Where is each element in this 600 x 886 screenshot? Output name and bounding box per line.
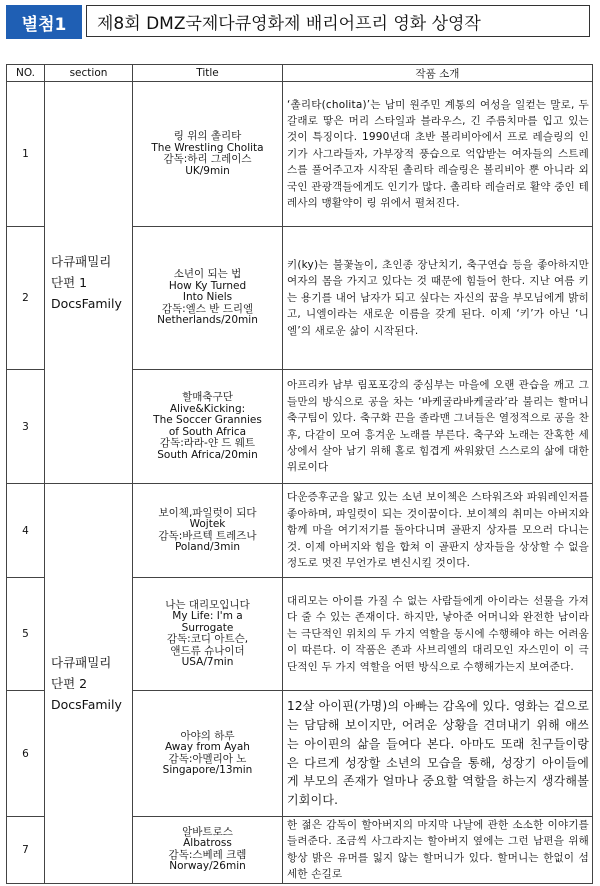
table-header-row [7,65,593,82]
title-line: The Soccer Grannies [153,414,262,426]
title-line: 감독:바르텍 트레즈나 [158,529,257,542]
film-title-cell [133,691,283,817]
section-line: 단편 1 [51,275,88,290]
title-line: 알바트로스 [182,825,233,838]
film-title-cell [133,578,283,691]
row-number: 3 [7,370,45,484]
section-line: DocsFamily [51,296,122,311]
film-description: 한 젊은 감독이 할아버지의 마지막 나날에 관한 소소한 이야기를 들려준다. 조금씩 사그라지는 할아버지 옆에는 그런 남편을 위해 항상 밝은 유머를 잃지 않는 할머니가 있다. 할머니는 한없이 섬세한 손길로 [283,817,593,884]
title-line: 앤드류 슈나이더 [170,644,245,657]
header-description: 작품 소개 [283,65,593,82]
title-line: Albatross [183,837,232,850]
section-cell [45,484,133,884]
film-description: 키(ky)는 불꽃놀이, 초인종 장난치기, 축구연습 등을 좋아하지만 여자의 몸을 가지고 있다는 것 때문에 힘들어 한다. 지난 여름 키는 용기를 내어 남자가 되고 싶다는 자신의 꿈을 부모님에게 밝히고, 니엘이라는 새로운 이름을 갖게 된다. 이제 ‘키’가 아닌 ‘니엘’의 새로운 삶이 시작된다. [283,227,593,370]
title-line: How Ky Turned [168,279,247,292]
film-title-cell [133,370,283,484]
film-title-cell [133,484,283,578]
table-row [7,82,593,227]
title-line: My Life: I'm a [172,610,243,622]
row-number: 4 [7,484,45,578]
table-row [7,484,593,578]
title-line: Norway/26min [169,860,246,873]
title-line: 나는 대리모입니다 [165,598,250,611]
title-line: The Wrestling Cholita [151,141,264,154]
row-number: 2 [7,227,45,370]
title-line: Wojtek [189,518,226,530]
title-line: Away from Ayah [165,741,250,753]
film-description: 아프리카 남부 림포포강의 중심부는 마을에 오랜 관습을 깨고 그들만의 방식으로 공을 차는 ‘바케굴라바케굴라’라 불리는 할머니 축구팀이 있다. 축구화 끈을 졸라맨 그녀들은 열정적으로 공을 찬 후, 다같이 모여 흥겨운 노래를 부른다. 축구와 노래는 잔혹한 세상에서 살아 남기 위해 홀로 힘겹게 싸워왔던 스스로의 삶에 대한 위로이다 [283,370,593,484]
title-line: Alive&Kicking: [169,402,246,415]
title-line: South Africa/20min [157,448,258,461]
document-title: 제8회 DMZ국제다큐영화제 배리어프리 영화 상영작 [86,5,590,37]
title-line: 할매축구단 [182,391,233,403]
film-description: 대리모는 아이를 가질 수 없는 사람들에게 아이라는 선물을 가져다 줄 수 있는 존재이다. 하지만, 낳아준 어머니와 완전한 남이라는 극단적인 위치의 두 가지 역할을 동시에 수행해야 하는 어려움이 따른다. 이 작품은 존과 사브리엘의 대리모인 자스민이 이 극단적인 두 가지 역할을 어떤 방식으로 수행해가는지 보여준다. [283,578,593,691]
title-line: Singapore/13min [162,764,253,776]
section-line: 다큐패밀리 [51,654,112,670]
row-number: 5 [7,578,45,691]
title-line: of South Africa [168,425,247,438]
title-line: 감독:아멜리아 노 [168,752,247,765]
film-title-cell [133,82,283,227]
title-line: 감독:엘스 반 드리엘 [161,302,254,315]
title-line: UK/9min [185,164,230,177]
section-cell [45,82,133,484]
film-description: 다운증후군을 앓고 있는 소년 보이첵은 스타워즈와 파워레인저를 좋아하며, 파일럿이 되는 것이꿈이다. 보이첵의 취미는 아버지와 함께 마을 여기저기를 돌아다니며 골판지 상자를 모으러 다니는 것. 이제 아버지와 힘을 합쳐 이 골판지 상자들을 상상할 수 없을 정도로 멋진 무언가로 변신시킬 것이다. [283,484,593,578]
film-title-cell [133,817,283,884]
title-line: Poland/3min [174,541,241,553]
row-number: 6 [7,691,45,817]
film-title-cell [133,227,283,370]
header-no: NO. [7,65,45,82]
page-header [6,5,592,39]
title-line: Netherlands/20min [157,314,258,327]
title-line: 감독:하리 그레이스 [163,153,252,165]
header-section: section [45,65,133,82]
title-line: 소년이 되는 법 [173,268,242,281]
title-line: 감독:스베레 크렘 [168,848,247,861]
title-line: Into Niels [182,291,233,304]
title-line: 감독:코디 아트슨, [166,633,249,645]
row-number: 7 [7,817,45,884]
header-title: Title [133,65,283,82]
title-line: 보이첵,파일럿이 되다 [158,506,257,519]
title-line: Surrogate [181,621,234,634]
film-description: 12살 아이핀(가명)의 아빠는 감옥에 있다. 영화는 겉으로는 담담해 보이지만, 어려운 상황을 견뎌내기 위해 애쓰는 아이핀의 삶을 들여다 본다. 아마도 또래 친구들이랑은 다르게 성장할 소년의 모습을 통해, 성장기 아이들에게 부모의 존재가 얼마나 중요할 역할을 하는지 생각해볼 기회이다. [283,691,593,817]
film-description: ‘촐리타(cholita)’는 남미 원주민 계통의 여성을 일컫는 말로, 두 갈래로 땋은 머리 스타일과 블라우스, 긴 주름치마를 입고 있는 것이 특징이다. 1990년대 초반 볼리비아에서 프로 레슬링의 인기가 사그라들자, 가부장적 풍습으로 억압받는 여자들의 스트레스를 풀어주고자 시작된 촐리타 레슬링은 볼리비아 뿐 아니라 외국인 관광객들에게도 인기가 많다. 촐리타 레슬러로 활약 중인 테레사의 맹활약이 링 위에서 펼쳐진다. [283,82,593,227]
title-line: USA/7min [181,656,234,668]
title-line: 감독:라라-얀 드 웨트 [159,437,256,449]
section-line: 단편 2 [51,675,88,691]
row-number: 1 [7,82,45,227]
section-line: DocsFamily [51,696,122,712]
title-line: 아야의 하루 [180,729,235,742]
title-line: 링 위의 촐리타 [173,130,242,142]
film-table [6,64,593,884]
section-line: 다큐패밀리 [51,254,112,269]
attachment-badge: 별첨1 [6,5,82,39]
